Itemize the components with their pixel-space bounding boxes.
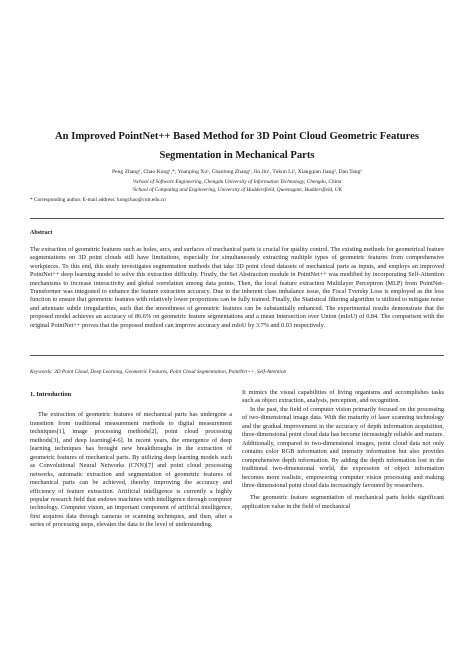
intro-paragraph-2: In the past, the field of computer vision primarily focused on the processing of two-dimensional image data. With the maturity of laser scanning technology and the gradual improvement in the accuracy of depth information acquisition, three-dimensional point cloud data has become increasingly reliable and mature. Additionally, compared to two-dimensional images, point cloud data not only contains color RGB information and intensity information but also provides comprehensive depth information. By adding the depth information lost in the traditional two-dimensional world, the expression of object information becomes more realistic, empowering computer vision processing and making three-dimensional point cloud data increasingly favoured by researchers. bbox=[242, 405, 444, 489]
intro-paragraph-1-cont: It mimics the visual capabilities of living organisms and accomplishes tasks such as object extraction, analysis, perception, and recognition. bbox=[242, 389, 444, 405]
affiliation-2: ²School of Computing and Engineering, University of Huddersfield, Queensgate, Huddersfield, UK bbox=[131, 187, 343, 193]
intro-paragraph-3: The geometric feature segmentation of mechanical parts holds significant application value in the field of mechanical bbox=[242, 494, 444, 510]
abstract-body: The extraction of geometric features such as holes, arcs, and surfaces of mechanical parts is crucial for quality control. The existing methods for geometrical feature segmentations on 3D point clouds still have limitations, especially for simultaneously extracting multiple types of geometric features from comprehensive workpieces. To this end, this study investigates segmentation methods that take 3D point cloud datasets of mechanical parts as inputs, and employs an improved PointNet++ deep learning model to solve this extraction difficulty. Firstly, the Set Abstraction module in PointNet++ was modified by incorporating Self-Attention mechanisms to increase interactivity and global correlation among data points. Then, the local feature extraction Multilayer Perceptron (MLP) from PointNet-Transformer was integrated to enhance the feature extraction accuracy. Due to the inherent class imbalance issue, the Focal Tversky Loss is employed as the loss function to ensure that geometric features with relatively lower proportions can be fully trained. Finally, the Statistical filtering algorithm is utilized to mitigate noise and attenuate subtle irregularities, such that the smoothness of geometric features can be substantially enhanced. The experimental results demonstrate that the proposed model achieves an accuracy of 86.6% on geometric feature segmentations and a mean Intersection over Union (mIoU) of 0.84. The comparison with the original PointNet++ proves that the proposed method can improve accuracy and mIoU by 3.7% and 0.03 respectively. bbox=[30, 246, 444, 329]
right-column bbox=[242, 389, 444, 511]
intro-paragraph-1: The extraction of geometric features of mechanical parts has undergone a transition from traditional measurement methods to digital measurement techniques[1], image processing methods[2], point cloud processing methods[3], and deep learning[4-6]. In recent years, the emergence of deep learning techniques has brought new breakthroughs in the extraction of geometric features of mechanical parts. By utilizing deep learning models such as Convolutional Neural Networks (CNN)[7] and point cloud processing networks, automatic extraction and segmentation of geometric features of mechanical parts can be achieved, thereby improving the accuracy and efficiency of feature extraction. Artificial intelligence is currently a highly popular research field that endows machines with intelligence through computer technology. Computer vision, an important component of artificial intelligence, first acquires data through cameras or scanning techniques, and then, after a series of processing steps, elevates the data to the level of understanding. bbox=[30, 411, 232, 529]
section-heading-introduction: 1. Introduction bbox=[30, 391, 72, 398]
affiliation-1: ¹School of Software Engineering, Chengdu University of Information Technology, Chengdu, China bbox=[132, 179, 342, 185]
divider-top bbox=[30, 218, 444, 219]
title-line-1: An Improved PointNet++ Based Method for 3D Point Cloud Geometric Features bbox=[55, 131, 419, 142]
author-list: Peng Zhang¹, Chao Kong¹,*, Yuanping Xu¹, Chaolong Zhang¹, Jin Jin¹, Tukun Li², Xiangqian Jiang², Dan Tang¹ bbox=[112, 169, 362, 175]
paper-title bbox=[30, 127, 444, 165]
title-line-2: Segmentation in Mechanical Parts bbox=[159, 150, 315, 161]
corresponding-author: * Corresponding author. E-mail address: kongchao@cuit.edu.cn bbox=[30, 197, 166, 203]
divider-bottom bbox=[30, 355, 444, 356]
abstract-heading: Abstract bbox=[30, 230, 53, 236]
left-column bbox=[30, 387, 232, 530]
keywords: Keywords: 3D Point Cloud, Deep Learning, Geometric Features, Point Cloud Segmentation, PointNet++, Self-Attention bbox=[30, 369, 287, 375]
